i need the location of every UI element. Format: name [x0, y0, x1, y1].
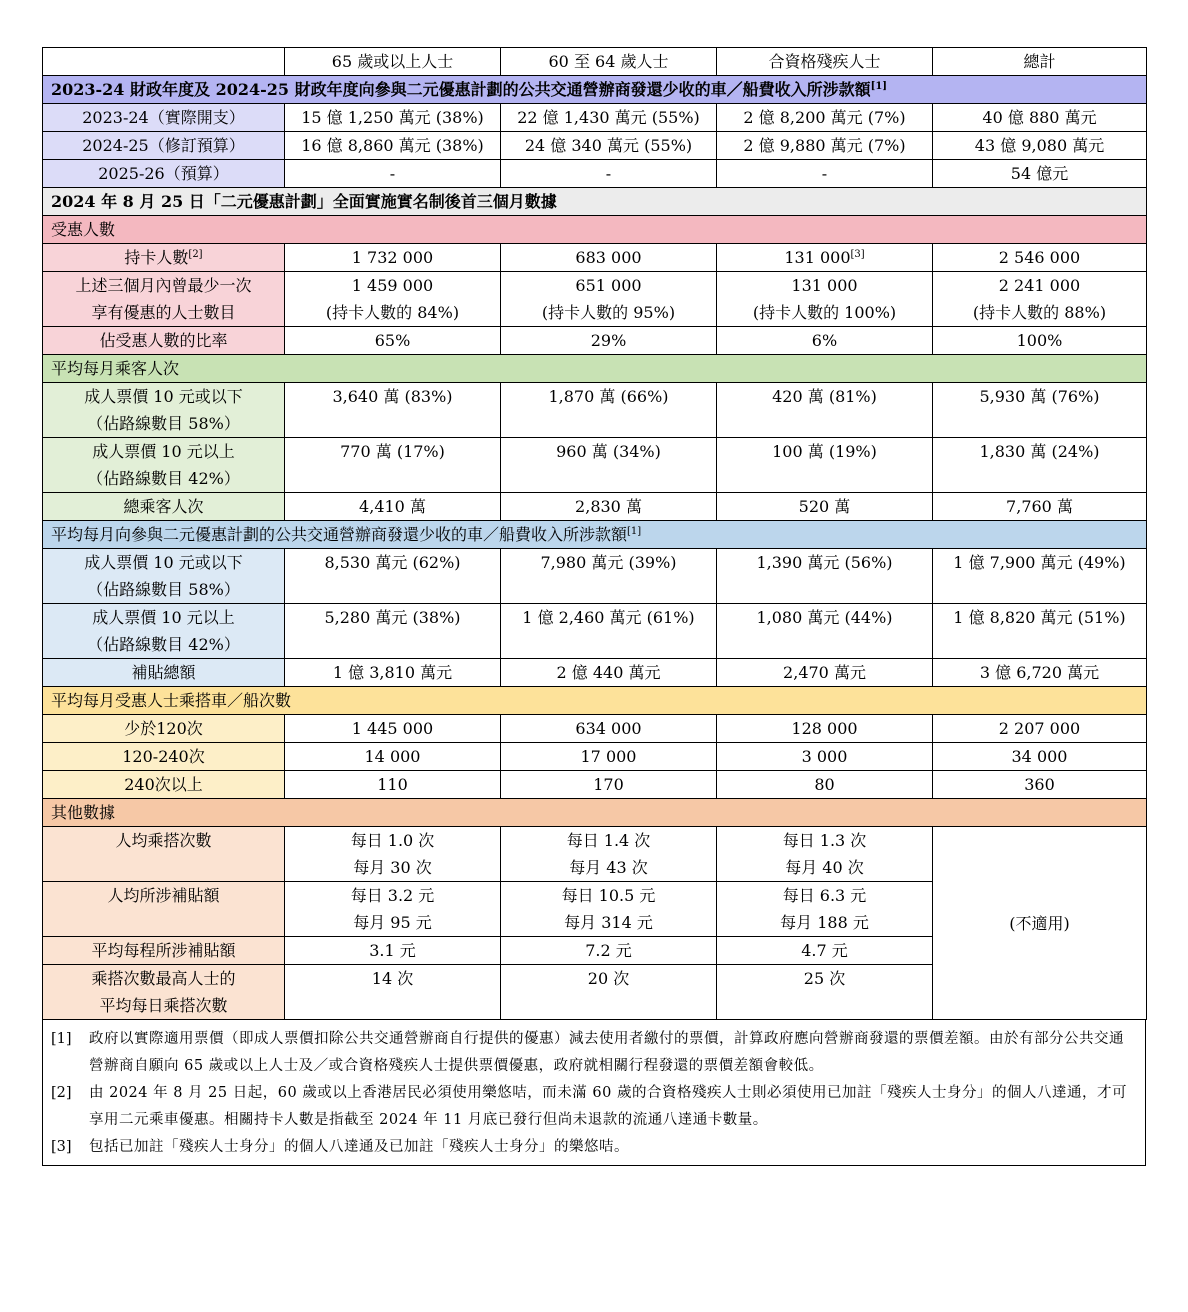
table-cell: 16 億 8,860 萬元 (38%) — [285, 132, 501, 160]
row-label: 上述三個月內曾最少一次 享有優惠的人士數目 — [43, 272, 285, 327]
freq-title: 平均每月受惠人士乘搭車／船次數 — [43, 687, 1147, 715]
table-cell: 6% — [717, 327, 933, 355]
table-cell: 960 萬 (34%) — [501, 438, 717, 493]
table-cell: 15 億 1,250 萬元 (38%) — [285, 104, 501, 132]
table-cell: 2 億 9,880 萬元 (7%) — [717, 132, 933, 160]
table-cell: 2 241 000 (持卡人數的 88%) — [933, 272, 1147, 327]
table-cell: 80 — [717, 771, 933, 799]
table-cell: 131 000[3] — [717, 244, 933, 272]
row-label: 240次以上 — [43, 771, 285, 799]
table-row — [43, 160, 1147, 188]
table-cell: 24 億 340 萬元 (55%) — [501, 132, 717, 160]
row-label: 2023-24（實際開支） — [43, 104, 285, 132]
table-row — [43, 493, 1147, 521]
row-label: 成人票價 10 元或以下 （佔路線數目 58%） — [43, 383, 285, 438]
row-label: 乘搭次數最高人士的 平均每日乘搭次數 — [43, 965, 285, 1020]
header-total: 總計 — [933, 48, 1147, 76]
table-cell: 每日 1.0 次 每月 30 次 — [285, 827, 501, 882]
table-cell: 1,830 萬 (24%) — [933, 438, 1147, 493]
table-cell: 每日 6.3 元 每月 188 元 — [717, 882, 933, 937]
subsidy-table-container — [42, 47, 1146, 1166]
row-label: 成人票價 10 元以上 （佔路線數目 42%） — [43, 438, 285, 493]
table-cell: 651 000 (持卡人數的 95%) — [501, 272, 717, 327]
column-header-row — [43, 48, 1147, 76]
other-title: 其他數據 — [43, 799, 1147, 827]
table-cell: 520 萬 — [717, 493, 933, 521]
table-cell: 1 459 000 (持卡人數的 84%) — [285, 272, 501, 327]
table-cell: 43 億 9,080 萬元 — [933, 132, 1147, 160]
table-cell: 1 億 8,820 萬元 (51%) — [933, 604, 1147, 659]
table-cell: 8,530 萬元 (62%) — [285, 549, 501, 604]
section2-title-row — [43, 188, 1147, 216]
table-cell: 54 億元 — [933, 160, 1147, 188]
row-label: 成人票價 10 元以上 （佔路線數目 42%） — [43, 604, 285, 659]
table-cell: 7.2 元 — [501, 937, 717, 965]
table-cell: 每日 1.3 次 每月 40 次 — [717, 827, 933, 882]
footnote-number: [1] — [51, 1031, 72, 1047]
table-cell: 420 萬 (81%) — [717, 383, 933, 438]
row-label: 佔受惠人數的比率 — [43, 327, 285, 355]
table-row — [43, 272, 1147, 327]
table-cell: 2 207 000 — [933, 715, 1147, 743]
table-cell: 1,390 萬元 (56%) — [717, 549, 933, 604]
table-cell: 29% — [501, 327, 717, 355]
table-cell: - — [285, 160, 501, 188]
footnote — [43, 1134, 1145, 1161]
table-cell: 3 億 6,720 萬元 — [933, 659, 1147, 687]
table-cell: 1 億 7,900 萬元 (49%) — [933, 549, 1147, 604]
table-cell: 40 億 880 萬元 — [933, 104, 1147, 132]
trips-title-row — [43, 355, 1147, 383]
table-cell: 683 000 — [501, 244, 717, 272]
table-cell: 7,980 萬元 (39%) — [501, 549, 717, 604]
footnote-number: [2] — [51, 1085, 72, 1101]
footnote — [43, 1026, 1145, 1080]
table-cell: 5,930 萬 (76%) — [933, 383, 1147, 438]
table-cell: 每日 1.4 次 每月 43 次 — [501, 827, 717, 882]
footnotes — [42, 1020, 1146, 1166]
not-applicable-cell: (不適用) — [933, 827, 1147, 1020]
beneficiaries-title: 受惠人數 — [43, 216, 1147, 244]
trips-title: 平均每月乘客人次 — [43, 355, 1147, 383]
row-label: 總乘客人次 — [43, 493, 285, 521]
section1-title: 2023-24 財政年度及 2024-25 財政年度向參與二元優惠計劃的公共交通營辦商發還少收的車／船費收入所涉款額[1] — [43, 76, 1147, 104]
table-row — [43, 715, 1147, 743]
row-label: 平均每程所涉補貼額 — [43, 937, 285, 965]
table-row — [43, 438, 1147, 493]
beneficiaries-title-row — [43, 216, 1147, 244]
row-label: 補貼總額 — [43, 659, 285, 687]
row-label: 人均乘搭次數 — [43, 827, 285, 882]
footnote-text: 政府以實際適用票價（即成人票價扣除公共交通營辦商自行提供的優惠）減去使用者繳付的票價，計算政府應向營辦商發還的票價差額。由於有部分公共交通營辦商自願向 65 歲或以上人士及／或合資格殘疾人士提供票價優惠，政府就相關行程發還的票價差額會較低。 — [89, 1031, 1124, 1074]
table-cell: 5,280 萬元 (38%) — [285, 604, 501, 659]
other-title-row — [43, 799, 1147, 827]
table-cell: 2 億 440 萬元 — [501, 659, 717, 687]
table-cell: 每日 3.2 元 每月 95 元 — [285, 882, 501, 937]
reimb-title: 平均每月向參與二元優惠計劃的公共交通營辦商發還少收的車／船費收入所涉款額[1] — [43, 521, 1147, 549]
table-row — [43, 132, 1147, 160]
section1-title-row — [43, 76, 1147, 104]
table-cell: 34 000 — [933, 743, 1147, 771]
table-cell: 4.7 元 — [717, 937, 933, 965]
table-cell: 770 萬 (17%) — [285, 438, 501, 493]
table-cell: 3 000 — [717, 743, 933, 771]
row-label: 成人票價 10 元或以下 （佔路線數目 58%） — [43, 549, 285, 604]
table-row — [43, 327, 1147, 355]
table-row — [43, 244, 1147, 272]
header-disabled: 合資格殘疾人士 — [717, 48, 933, 76]
table-cell: 1,870 萬 (66%) — [501, 383, 717, 438]
header-blank — [43, 48, 285, 76]
table-cell: 170 — [501, 771, 717, 799]
table-cell: 4,410 萬 — [285, 493, 501, 521]
reimb-title-row — [43, 521, 1147, 549]
table-row — [43, 771, 1147, 799]
table-cell: 25 次 — [717, 965, 933, 1020]
row-label: 人均所涉補貼額 — [43, 882, 285, 937]
footnote-text: 包括已加註「殘疾人士身分」的個人八達通及已加註「殘疾人士身分」的樂悠咭。 — [89, 1139, 629, 1155]
table-row — [43, 743, 1147, 771]
freq-title-row — [43, 687, 1147, 715]
table-row — [43, 604, 1147, 659]
table-cell: 20 次 — [501, 965, 717, 1020]
table-cell: - — [717, 160, 933, 188]
footnote-text: 由 2024 年 8 月 25 日起，60 歲或以上香港居民必須使用樂悠咭，而未滿 60 歲的合資格殘疾人士則必須使用已加註「殘疾人士身分」的個人八達通，才可享用二元乘車優惠。相關持卡人數是指截至 2024 年 11 月底已發行但尚未退款的流通八達通卡數量。 — [89, 1085, 1127, 1128]
table-cell: 634 000 — [501, 715, 717, 743]
table-cell: 7,760 萬 — [933, 493, 1147, 521]
table-cell: 每日 10.5 元 每月 314 元 — [501, 882, 717, 937]
table-cell: 2,830 萬 — [501, 493, 717, 521]
table-row — [43, 383, 1147, 438]
table-cell: 2,470 萬元 — [717, 659, 933, 687]
table-cell: 3,640 萬 (83%) — [285, 383, 501, 438]
table-row — [43, 827, 1147, 882]
table-cell: 1 445 000 — [285, 715, 501, 743]
footnote — [43, 1080, 1145, 1134]
row-label: 少於120次 — [43, 715, 285, 743]
table-cell: 2 億 8,200 萬元 (7%) — [717, 104, 933, 132]
table-cell: 2 546 000 — [933, 244, 1147, 272]
subsidy-data-table — [42, 47, 1147, 1020]
table-cell: 1,080 萬元 (44%) — [717, 604, 933, 659]
table-row — [43, 549, 1147, 604]
table-cell: 100% — [933, 327, 1147, 355]
table-row — [43, 104, 1147, 132]
table-cell: 110 — [285, 771, 501, 799]
table-cell: 1 732 000 — [285, 244, 501, 272]
section2-title: 2024 年 8 月 25 日「二元優惠計劃」全面實施實名制後首三個月數據 — [43, 188, 1147, 216]
table-cell: 1 億 3,810 萬元 — [285, 659, 501, 687]
row-label: 2024-25（修訂預算） — [43, 132, 285, 160]
table-cell: 65% — [285, 327, 501, 355]
table-cell: 100 萬 (19%) — [717, 438, 933, 493]
table-cell: 14 000 — [285, 743, 501, 771]
table-cell: 3.1 元 — [285, 937, 501, 965]
row-label: 120-240次 — [43, 743, 285, 771]
table-cell: 1 億 2,460 萬元 (61%) — [501, 604, 717, 659]
row-label: 持卡人數[2] — [43, 244, 285, 272]
table-cell: 14 次 — [285, 965, 501, 1020]
table-cell: - — [501, 160, 717, 188]
table-cell: 131 000 (持卡人數的 100%) — [717, 272, 933, 327]
header-60-64: 60 至 64 歲人士 — [501, 48, 717, 76]
row-label: 2025-26（預算） — [43, 160, 285, 188]
table-row — [43, 659, 1147, 687]
table-cell: 360 — [933, 771, 1147, 799]
header-65-plus: 65 歲或以上人士 — [285, 48, 501, 76]
table-cell: 22 億 1,430 萬元 (55%) — [501, 104, 717, 132]
table-cell: 17 000 — [501, 743, 717, 771]
footnote-number: [3] — [51, 1139, 72, 1155]
table-cell: 128 000 — [717, 715, 933, 743]
